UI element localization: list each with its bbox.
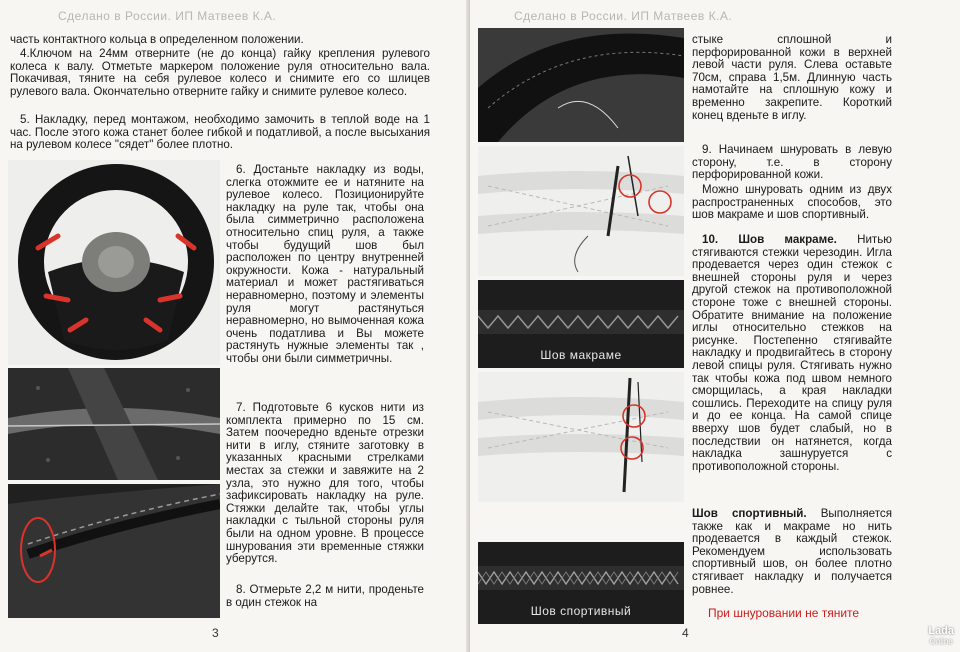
page-header: Сделано в России. ИП Матвеев К.А. bbox=[514, 9, 733, 23]
wheel-thread-photo bbox=[478, 28, 684, 142]
step-10-title: 10. Шов макраме. bbox=[702, 233, 837, 246]
paragraph-sport-stitch bbox=[692, 508, 892, 596]
page-number: 3 bbox=[212, 626, 219, 640]
warning-text: При шнуровании не тяните bbox=[708, 606, 860, 620]
right-page bbox=[470, 0, 960, 652]
paragraph-step-8-continued: стыке сплошной и перфорированной кожи в верхней левой части руля. Слева оставьте 70см, справа 1,5м. Длинную часть намотайте на сплошную кожу и временно закрепите. Короткий конец вденьте в иглу. bbox=[692, 33, 892, 122]
macrame-stitch-photo bbox=[478, 280, 684, 368]
sport-stitch-title: Шов спортивный. bbox=[692, 507, 807, 520]
paragraph-step-5: 5. Накладку, перед монтажом, необходимо замочить в теплой воде на 1 час. После этого кожа станет более гибкой и податливой, а после высыхания на рулевом колесе "сядет" более плотно. bbox=[10, 113, 430, 152]
stitched-leather-photo bbox=[8, 484, 220, 618]
sport-stitch-body: Выполняется также как и макраме но нить продевается в каждый стежок. Рекомендуем использовать спортивный шов, он более плотно стягивает накладку и получается ровнее. bbox=[692, 507, 892, 596]
needle-diagram-illustration bbox=[478, 146, 684, 276]
needle-diagram-2-illustration bbox=[478, 372, 684, 502]
paragraph-intro: часть контактного кольца в определенном положении. bbox=[10, 33, 304, 46]
step-10-body: Нитью стягиваются стежки черезодин. Игла продевается через один стежок с внешней стороны руля и через другой стежок на противоположной стороне тоже с внешней стороны. Обратите внимание на положение иглы относительно стежков на рисунке. Постепенно стягивайте накладку и продвигайтесь в сторону левой спицы руля. Стягивать нужно так чтобы кожа под швом немного сморщилась, а края накладки сошлись. Переходите на спицу руля и до ее конца. На самой спице вверху шов будет слабый, но в последствии он натянется, когда накладка зашнуруется с противоположной стороны. bbox=[692, 233, 892, 473]
leather-texture-illustration bbox=[8, 368, 220, 480]
macrame-caption: Шов макраме bbox=[540, 348, 622, 362]
paragraph-step-10 bbox=[692, 234, 892, 473]
stitch-illustration bbox=[8, 484, 220, 618]
paragraph-step-7: 7. Подготовьте 6 кусков нити из комплекта примерно по 15 см. Затем поочередно вденьте отрезки нити в иглу, стяните заготовку в указанных красными стрелками местах за стежки и завяжите на 2 узла, это нужно для того, чтобы зафиксировать накладку на руле. Стяжки делайте так, чтобы углы накладки с тыльной стороны руля были на одном уровне. В процессе шнурования эти временные стяжки уберутся. bbox=[226, 401, 424, 566]
steering-wheel-photo bbox=[8, 160, 220, 365]
steering-wheel-illustration bbox=[8, 160, 220, 365]
watermark-logo: Lada Online bbox=[928, 625, 954, 646]
paragraph-step-4: 4.Ключом на 24мм отверните (не до конца) гайку крепления рулевого колеса к валу. Отметьте маркером положение руля относительно вала. Покачивая, тяните на себя рулевое колесо и снимите его со шлицев рулевого вала. Окончательно отверните гайку и снимите рулевое колесо. bbox=[10, 47, 430, 98]
sport-stitch-photo bbox=[478, 542, 684, 624]
paragraph-step-8: 8. Отмерьте 2,2 м нити, проденьте в один стежок на bbox=[226, 583, 424, 609]
page-header: Сделано в России. ИП Матвеев К.А. bbox=[58, 9, 277, 23]
left-page bbox=[0, 0, 470, 652]
paragraph-methods: Можно шнуровать одним из двух распространенных способов, это шов макраме и шов спортивный. bbox=[692, 183, 892, 222]
page-number: 4 bbox=[682, 626, 689, 640]
leather-closeup-photo bbox=[8, 368, 220, 480]
macrame-needle-diagram bbox=[478, 146, 684, 276]
sport-caption: Шов спортивный bbox=[530, 604, 632, 618]
sport-needle-diagram bbox=[478, 372, 684, 502]
paragraph-step-6: 6. Достаньте накладку из воды, слегка отожмите ее и натяните на рулевое колесо. Позиционируйте накладку на руле так, чтобы она была симметрично расположена относительно спиц руля, а также чтобы будущий шов был расположен по центру внутренней окружности. Кожа - натуральный материал и может растягиваться неравномерно, поэтому и элементы руля могут растянуться неравномерно, но вымоченная кожа очень податлива и Вы можете растянуть нужные элементы так , чтобы они были симметричны. bbox=[226, 163, 424, 365]
wheel-thread-illustration bbox=[478, 28, 684, 142]
paragraph-step-9: 9. Начинаем шнуровать в левую сторону, т.е. в сторону перфорированной кожи. bbox=[692, 143, 892, 182]
